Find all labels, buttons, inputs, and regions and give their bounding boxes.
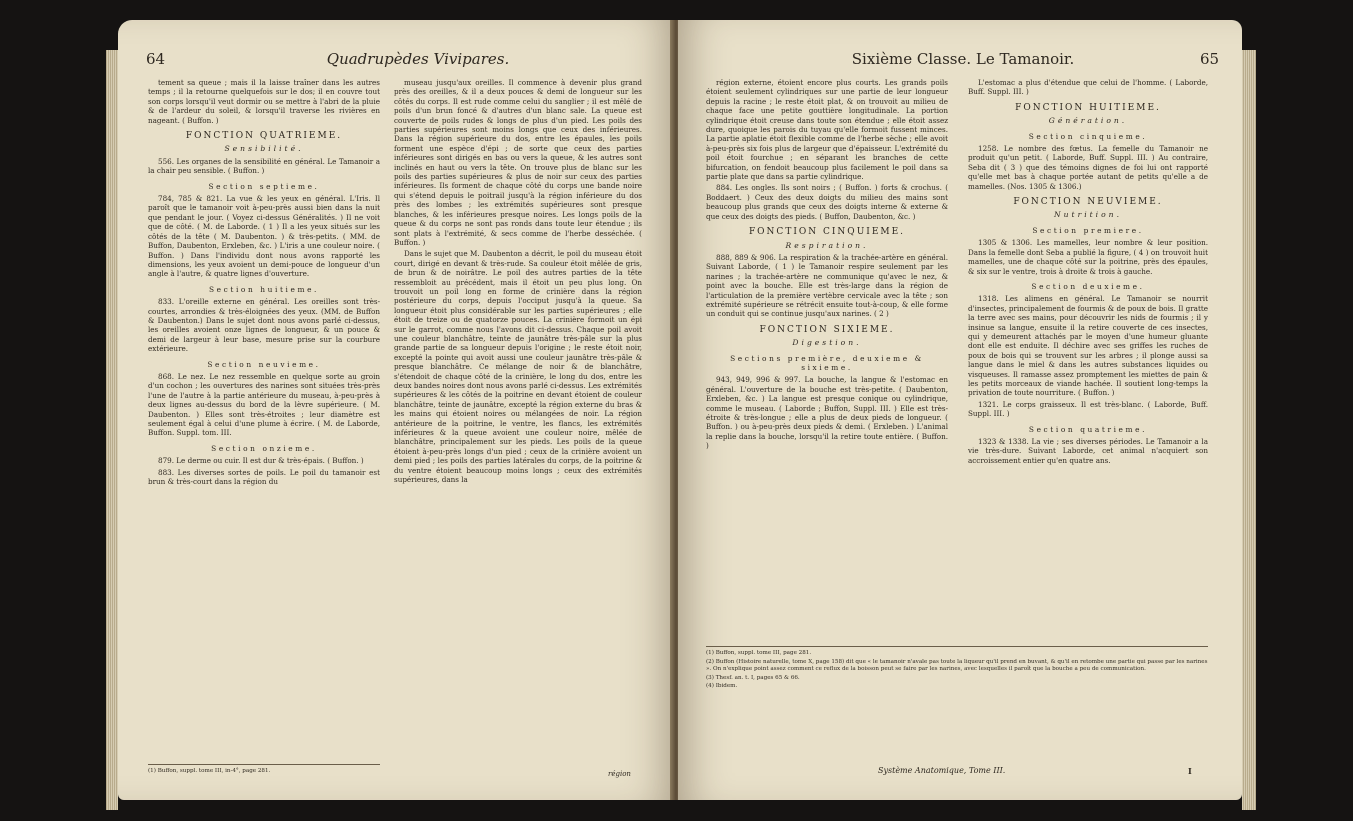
signature-line: Système Anatomique, Tome III.	[878, 766, 1006, 775]
paragraph: région externe, étoient encore plus courts. Les grands poils étoient seulement cylindriques sur une partie de leur longueur depuis la racine ; le reste étoit plat, & on trouvoit au milieu de chaque face une petite gouttière longitudinale. La portion cylindrique étoit creuse dans toute son étendue ; elle étoit assez dure, quoique les parois du tuyau qu'elle formoit fussent minces. La partie aplatie étoit flexible comme de l'herbe sèche ; elle avoit à-peu-près six fois plus de largeur que d'épaisseur. L'extrémité du poil étoit fourchue ; en séparant les branches de cette bifurcation, on fendoit beaucoup plus facilement le poil dans sa partie plate que dans sa partie cylindrique.	[706, 78, 948, 182]
paragraph: 883. Les diverses sortes de poils. Le poil du tamanoir est brun & très-court dans la région du	[148, 467, 380, 487]
heading: FONCTION QUATRIEME.	[185, 131, 343, 142]
left-page	[118, 20, 674, 800]
heading: FONCTION SIXIEME.	[759, 324, 895, 335]
subheading: Nutrition.	[1053, 210, 1122, 220]
paragraph: 1323 & 1338. La vie ; ses diverses périodes. Le Tamanoir a la vie très-dure. Suivant Laborde, cet animal n'acquiert son accroissement entier qu'en quatre ans.	[968, 437, 1208, 465]
left-catchword: région	[608, 770, 631, 778]
paragraph: tement sa queue ; mais il la laisse traîner dans les autres temps ; il la retourne quelquefois sur le dos; il en couvre tout son corps lorsqu'il veut dormir ou se mettre à l'abri de la pluie & de l'ardeur du soleil, & lorsqu'il traverse les rivières en nageant. ( Buffon. )	[148, 78, 380, 125]
section: Section huitieme.	[209, 284, 319, 294]
right-page	[678, 20, 1242, 800]
section: Section cinquieme.	[1028, 131, 1148, 141]
page-edges-left	[106, 50, 118, 810]
paragraph: 1321. Le corps graisseux. Il est très-blanc. ( Laborde, Buff. Suppl. III. )	[968, 399, 1208, 419]
subheading: Sensibilité.	[224, 144, 304, 154]
left-running-head: Quadrupèdes Vivipares.	[326, 50, 510, 68]
section: Sections première, deuxieme & sixieme.	[730, 353, 924, 372]
footnote: (3) Thesf. an. t. I, pages 65 & 66.	[706, 674, 800, 681]
paragraph: museau jusqu'aux oreilles. Il commence à devenir plus grand près des oreilles, & il a deux pouces & demi de longueur sur les côtés du corps. Il est rude comme celui du sanglier ; il est mêlé de poils d'un brun foncé & d'autres d'un blanc sale. La queue est couverte de poils rudes & longs de plus d'un pied. Les poils des parties supérieures sont moins longs que ceux des inférieures. Dans la région supérieure du dos, entre les épaules, les poils forment une espèce d'épi ; de sorte que ceux des parties inférieures sont dirigés en bas ou vers la queue, & les autres sont inclinés en haut ou vers la tête. On trouve plus de blanc sur les poils des parties supérieures & plus de noir sur ceux des parties inférieures. Ils forment de chaque côté du corps une bande noire qui s'étend depuis le poitrail jusqu'à la région inférieure du dos près des lombes ; les extrémités supérieures sont presque blanches, & les inférieures presque noires. Les longs poils de la queue & du corps ne sont pas ronds dans toute leur étendue ; ils sont plats à l'extrémité, & secs comme de l'herbe desséchée. ( Buffon. )	[394, 78, 642, 247]
section: Section neuvieme.	[207, 359, 321, 369]
section: Section onzieme.	[211, 443, 317, 453]
paragraph: Dans le sujet que M. Daubenton a décrit, le poil du museau étoit court, dirigé en devant & très-rude. Sa couleur étoit mêlée de gris, de brun & de noirâtre. Le poil des autres parties de la tête ressembloit au précédent, mais il étoit un peu plus long. On trouvoit un poil long en forme de crinière dans la région postérieure du corps, depuis l'occiput jusqu'à la queue. Sa longueur étoit plus considérable sur les parties supérieures ; elle étoit de treize ou de quatorze pouces. La crinière formoit un épi sur le garrot, comme nous l'avons dit ci-dessus. Chaque poil avoit une couleur blanchâtre, teinte de jaunâtre très-pâle sur la plus grande partie de sa longueur depuis l'origine ; le reste étoit noir, excepté la pointe qui avoit aussi une couleur jaunâtre très-pâle & presque blanchâtre. Ce mélange de noir & de blanchâtre, s'étendoit de chaque côté de la crinière, le long du dos, entre les deux bandes noires dont nous avons parlé ci-dessus. Les extrémités supérieures & les côtés de la poitrine en devant étoient de couleur blanchâtre, teinte de jaunâtre, excepté la région externe du bras & les mains qui étoient noires ou mélangées de noir. La région antérieure de la poitrine, le ventre, les flancs, les extrémités inférieures & la queue avoient une couleur noire, mêlée de blanchâtre, principalement sur les pieds. Les poils de la queue étoient à-peu-près longs d'un pied ; ceux de la crinière avoient un demi pied ; les poils des parties latérales du corps, de la poitrine & du ventre étoient beaucoup moins longs ; ceux des extrémités supérieures, dans la	[394, 249, 642, 485]
paragraph: 943, 949, 996 & 997. La bouche, la langue & l'estomac en général. L'ouverture de la bouche est très-petite. ( Daubenton, Erxleben, &c. ) La langue est presque conique ou cylindrique, comme le museau. ( Laborde ; Buffon, Suppl. III. ) Elle est très-étroite & très-longue ; elle a plus de deux pieds de longueur. ( Buffon. ) ou à-peu-près deux pieds & demi. ( Erxleben. ) L'animal la replie dans la bouche, lorsqu'il la retire toute entière. ( Buffon. )	[706, 375, 948, 451]
subheading: Respiration.	[785, 240, 869, 250]
left-footnote	[148, 764, 380, 777]
right-column-2	[968, 78, 1208, 467]
left-column-1	[148, 78, 380, 488]
heading: FONCTION HUITIEME.	[1015, 102, 1161, 113]
paragraph: 868. Le nez. Le nez ressemble en quelque sorte au groin d'un cochon ; les ouvertures des narines sont situées très-près l'une de l'autre à la partie antérieure du museau, à-peu-près à deux lignes au-dessus du bord de la lèvre supérieure. ( M. Daubenton. ) Elles sont très-étroites ; leur diamètre est seulement égal à celui d'une plume à écrire. ( M. de Laborde, Buffon. Suppl. tom. III.	[148, 371, 380, 438]
subheading: Génération.	[1048, 116, 1128, 126]
paragraph: 1305 & 1306. Les mamelles, leur nombre & leur position. Dans la femelle dont Seba a publié la figure, ( 4 ) on trouvoit huit mamelles, une de chaque côté sur la poitrine, près des épaules, & six sur le ventre, trois à droite & trois à gauche.	[968, 238, 1208, 276]
paragraph: 556. Les organes de la sensibilité en général. Le Tamanoir a la chair peu sensible. ( Buffon. )	[148, 156, 380, 176]
paragraph: 879. Le derme ou cuir. Il est dur & très-épais. ( Buffon. )	[158, 456, 364, 466]
paragraph: 833. L'oreille externe en général. Les oreilles sont très-courtes, arrondies & très-éloignées des yeux. (MM. de Buffon & Daubenton.) Dans le sujet dont nous avons parlé ci-dessus, les oreilles avoient onze lignes de longueur, & un pouce & demi de largeur à leur base, mesure prise sur la courbure extérieure.	[148, 297, 380, 354]
section: Section deuxieme.	[1031, 281, 1145, 291]
left-column-2	[394, 78, 642, 486]
paragraph: 1318. Les alimens en général. Le Tamanoir se nourrit d'insectes, principalement de fourmis & de poux de bois. Il gratte la terre avec ses mains, pour découvrir les nids de fourmis ; il y insinue sa langue, ensuite il la retire couverte de ces insectes, qui y demeurent attachés par le moyen d'une humeur gluante dont elle est enduite. Il déchire avec ses griffes les ruches de poux de bois qui se trouvent sur les arbres ; il plonge aussi sa langue dans le miel & dans les autres substances liquides ou visqueuses. Il ramasse assez promptement les miettes de pain & les petits morceaux de viande hachée. Il soutient long-temps la privation de toute nourriture. ( Buffon. )	[968, 294, 1208, 398]
section: Section premiere.	[1032, 225, 1144, 235]
subheading: Digestion.	[792, 338, 862, 348]
footnote: (1) Buffon, suppl. tome III, in-4°, page 281.	[148, 768, 271, 774]
paragraph: 888, 889 & 906. La respiration & la trachée-artère en général. Suivant Laborde, ( 1 ) le Tamanoir respire seulement par les narines ; la trachée-artère ne communique qu'avec le nez, & point avec la bouche. Elle est très-large dans la région de l'articulation de la première vertèbre cervicale avec la tête ; son extrémité supérieure se rétrécit ensuite tout-à-coup, & elle forme un conduit qui se continue jusqu'aux narines. ( 2 )	[706, 252, 948, 319]
paragraph: 884. Les ongles. Ils sont noirs ; ( Buffon. ) forts & crochus. ( Boddaert. ) Ceux des deux doigts du milieu des mains sont beaucoup plus grands que ceux des doigts interne & externe & que ceux des doigts des pieds. ( Buffon, Daubenton, &c. )	[706, 183, 948, 221]
heading: FONCTION NEUVIEME.	[1013, 197, 1163, 208]
paragraph: L'estomac a plus d'étendue que celui de l'homme. ( Laborde, Buff. Suppl. III. )	[968, 78, 1208, 97]
heading: FONCTION CINQUIEME.	[748, 227, 906, 238]
signature-mark: I	[1188, 766, 1192, 776]
footnote: (1) Buffon, suppl. tome III, page 281.	[706, 650, 812, 656]
paragraph: 1258. Le nombre des fœtus. La femelle du Tamanoir ne produit qu'un petit. ( Laborde, Buff. Suppl. III. ) Au contraire, Seba dit ( 3 ) que des témoins dignes de foi lui ont rapporté qu'elle met bas à chaque portée autant de petits qu'elle a de mamelles. (Nos. 1305 & 1306.)	[968, 144, 1208, 191]
page-edges-right	[1242, 50, 1256, 810]
right-footnotes	[706, 646, 1208, 692]
paragraph: 784, 785 & 821. La vue & les yeux en général. L'Iris. Il paroît que le tamanoir voit à-peu-près aussi bien dans la nuit que pendant le jour. ( Voyez ci-dessus Généralités. ) Il ne voit que de côté. ( M. de Laborde. ( 1 ) Il a les yeux situés sur les côtés de la tête ( M. Daubenton. ) & très-petits. ( MM. de Buffon, Daubenton, Erxleben, &c. ) L'iris a une couleur noire. ( Buffon. ) Dans l'individu dont nous avons rapporté les dimensions, les yeux avoient un demi-pouce de longueur d'un angle à l'autre, & quatre lignes d'ouverture.	[148, 194, 380, 279]
right-running-head: Sixième Classe. Le Tamanoir.	[851, 50, 1075, 68]
book-spread	[118, 20, 1242, 800]
right-folio: 65	[1200, 50, 1220, 68]
footnote: (4) Ibidem.	[706, 683, 738, 690]
section: Section septieme.	[208, 181, 320, 191]
left-folio: 64	[146, 50, 166, 68]
section: Section quatrieme.	[1028, 424, 1148, 434]
footnote: (2) Buffon (Histoire naturelle, tome X, page 158) dit que « le tamanoir n'avale pas toute la liqueur qu'il prend en buvant, & qu'il en retombe une partie qui passe par les narines ». On n'explique point assez comment ce reflux de la boisson peut se faire par les narines, avec lesquelles il paroît que la bouche a peu de communication.	[706, 658, 1208, 673]
right-column-1	[706, 78, 948, 453]
